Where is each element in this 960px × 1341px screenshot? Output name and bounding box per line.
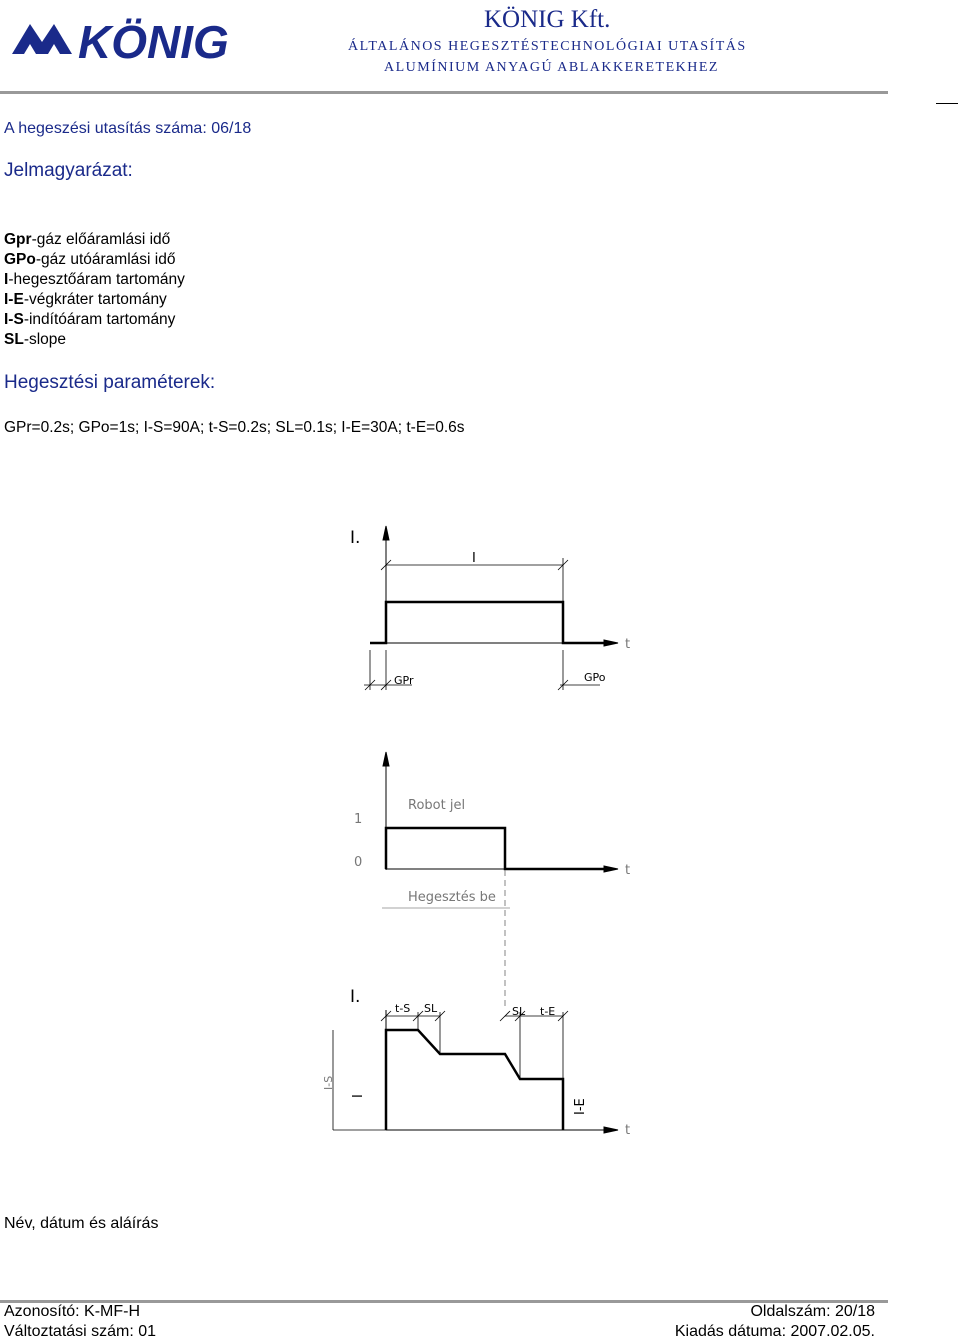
legend-item-is: I-S-indítóáram tartomány <box>4 311 176 328</box>
d3-sl1-label: SL <box>424 1002 438 1015</box>
footer-change: Változtatási szám: 01 <box>4 1323 157 1340</box>
d2-high-label: 1 <box>354 812 363 827</box>
d1-axis-label: I. <box>350 528 361 548</box>
diagram-1 <box>364 526 618 690</box>
d3-te-label: t-E <box>540 1005 556 1018</box>
legend-item-gpo: GPo-gáz utóáramlási idő <box>4 251 176 268</box>
d3-axis-label: I. <box>350 987 361 1007</box>
d2-weld-label: Hegesztés be <box>408 890 496 905</box>
legend-item-ie: I-E-végkráter tartomány <box>4 291 167 308</box>
d2-time-label: t <box>625 863 631 878</box>
diagram-2 <box>382 752 618 1010</box>
d3-time-label: t <box>625 1123 631 1138</box>
d3-sl2-label: SL <box>512 1005 526 1018</box>
d3-ie-label: I-E <box>573 1098 588 1115</box>
legend-item-gpr: Gpr-gáz előáramlási idő <box>4 231 171 248</box>
d1-gpr-label: GPr <box>394 674 414 687</box>
instruction-number: A hegeszési utasítás száma: 06/18 <box>4 120 252 137</box>
legend-title: Jelmagyarázat: <box>4 160 133 181</box>
footer-id: Azonosító: K-MF-H <box>4 1303 141 1320</box>
footer-page: Oldalszám: 20/18 <box>750 1303 875 1320</box>
company-name: KÖNIG Kft. <box>484 6 611 33</box>
d3-ts-label: t-S <box>395 1002 411 1015</box>
header-line-1: ÁLTALÁNOS HEGESZTÉSTECHNOLÓGIAI UTASÍTÁS <box>348 39 747 54</box>
legend-item-sl: SL-slope <box>4 331 67 348</box>
d2-robot-label: Robot jel <box>408 798 466 813</box>
params-title: Hegesztési paraméterek: <box>4 372 216 393</box>
footer-date: Kiadás dátuma: 2007.02.05. <box>674 1323 875 1340</box>
d3-is-label: I-S <box>322 1075 335 1090</box>
d1-gpo-label: GPo <box>584 671 606 684</box>
d2-low-label: 0 <box>354 855 363 870</box>
params-value: GPr=0.2s; GPo=1s; I-S=90A; t-S=0.2s; SL=0.1s; I-E=30A; t-E=0.6s <box>4 419 465 436</box>
d3-i-label: I <box>351 1094 366 1098</box>
legend-item-i: I-hegesztőáram tartomány <box>4 271 185 288</box>
header-line-2: ALUMÍNIUM ANYAGÚ ABLAKKERETEKHEZ <box>384 60 719 75</box>
signature-label: Név, dátum és aláírás <box>4 1215 159 1232</box>
d1-time-label: t <box>625 637 631 652</box>
d1-current-label: I <box>472 551 476 566</box>
logo-text: KÖNIG <box>78 16 229 68</box>
